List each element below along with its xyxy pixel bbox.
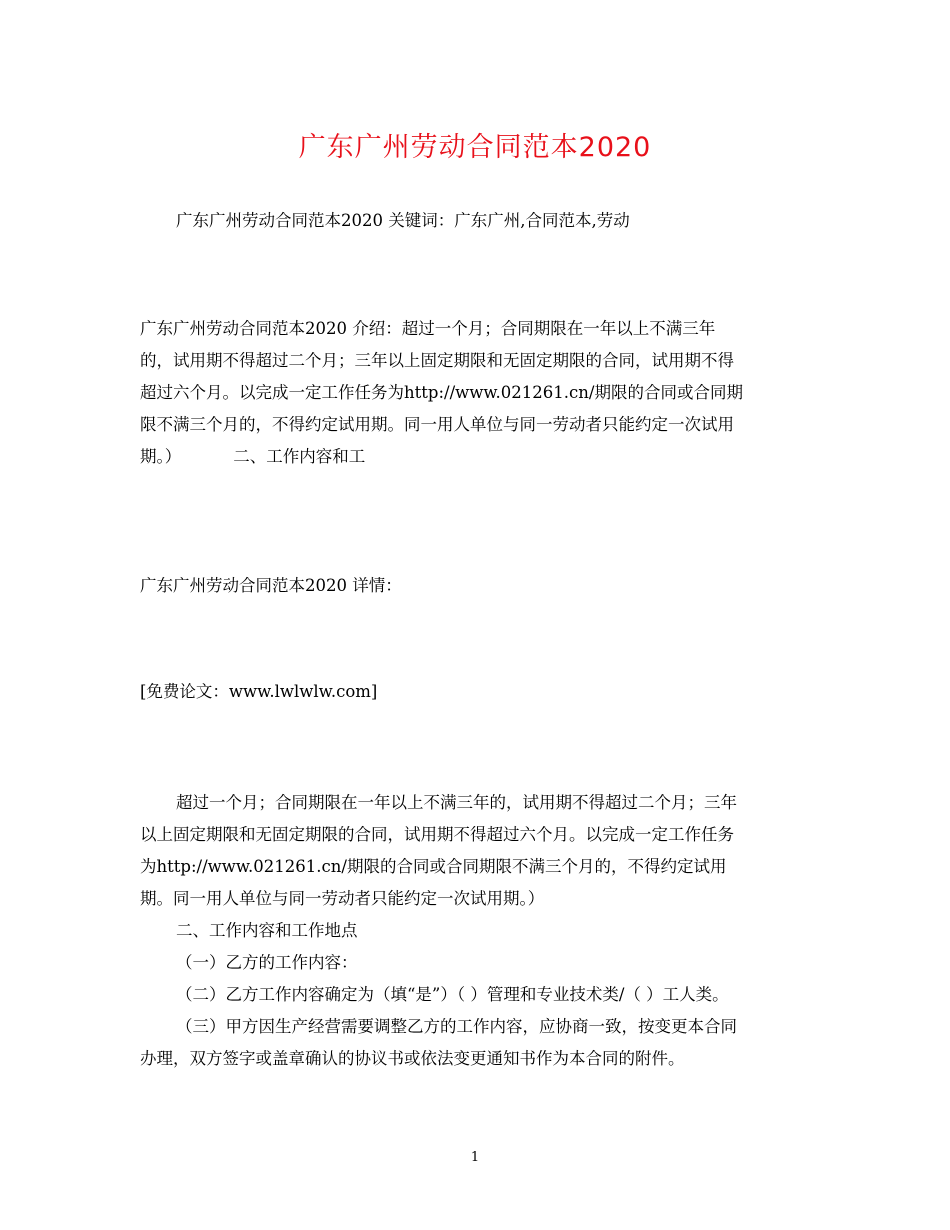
item-3-line-1: （三）甲方因生产经营需要调整乙方的工作内容，应协商一致，按变更本合同 [176, 1017, 737, 1036]
item-1: （一）乙方的工作内容： [176, 953, 358, 972]
intro-line-4: 限不满三个月的，不得约定试用期。同一用人单位与同一劳动者只能约定一次试用 [140, 415, 734, 434]
body-block [140, 787, 812, 1075]
document-title: 广东广州劳动合同范本2020 [298, 132, 652, 163]
section-heading: 二、工作内容和工作地点 [176, 921, 358, 940]
page-number: 1 [470, 1150, 480, 1165]
source-line: [免费论文：www.lwlwlw.com] [140, 682, 378, 701]
source-block [140, 676, 812, 708]
body-para1-line-1: 超过一个月；合同期限在一年以上不满三年的，试用期不得超过二个月；三年 [176, 793, 737, 812]
intro-last-a: 期。） [140, 447, 182, 466]
item-2: （二）乙方工作内容确定为（填“是”）（ ）管理和专业技术类/（ ）工人类。 [176, 985, 729, 1004]
body-para1-line-2: 以上固定期限和无固定期限的合同，试用期不得超过六个月。以完成一定工作任务 [140, 825, 734, 844]
keywords-line: 广东广州劳动合同范本2020 关键词：广东广州,合同范本,劳动 [176, 211, 630, 230]
intro-line-1: 广东广州劳动合同范本2020 介绍：超过一个月；合同期限在一年以上不满三年 [140, 319, 716, 338]
details-label: 广东广州劳动合同范本2020 详情： [140, 576, 402, 595]
body-para1-line-4: 期。同一用人单位与同一劳动者只能约定一次试用期。） [140, 889, 545, 908]
intro-line-3: 超过六个月。以完成一定工作任务为http://www.021261.cn/期限的合同或合同期 [140, 383, 743, 402]
body-para1-line-3: 为http://www.021261.cn/期限的合同或合同期限不满三个月的，不得约定试用 [140, 857, 727, 876]
intro-block [140, 313, 812, 473]
keywords-block [140, 205, 812, 237]
intro-line-5 [140, 441, 812, 473]
intro-last-b: 二、工作内容和工 [233, 447, 366, 466]
item-3-line-2: 办理，双方签字或盖章确认的协议书或依法变更通知书作为本合同的附件。 [140, 1049, 685, 1068]
details-block [140, 570, 812, 602]
intro-line-2: 的，试用期不得超过二个月；三年以上固定期限和无固定期限的合同，试用期不得 [140, 351, 734, 370]
